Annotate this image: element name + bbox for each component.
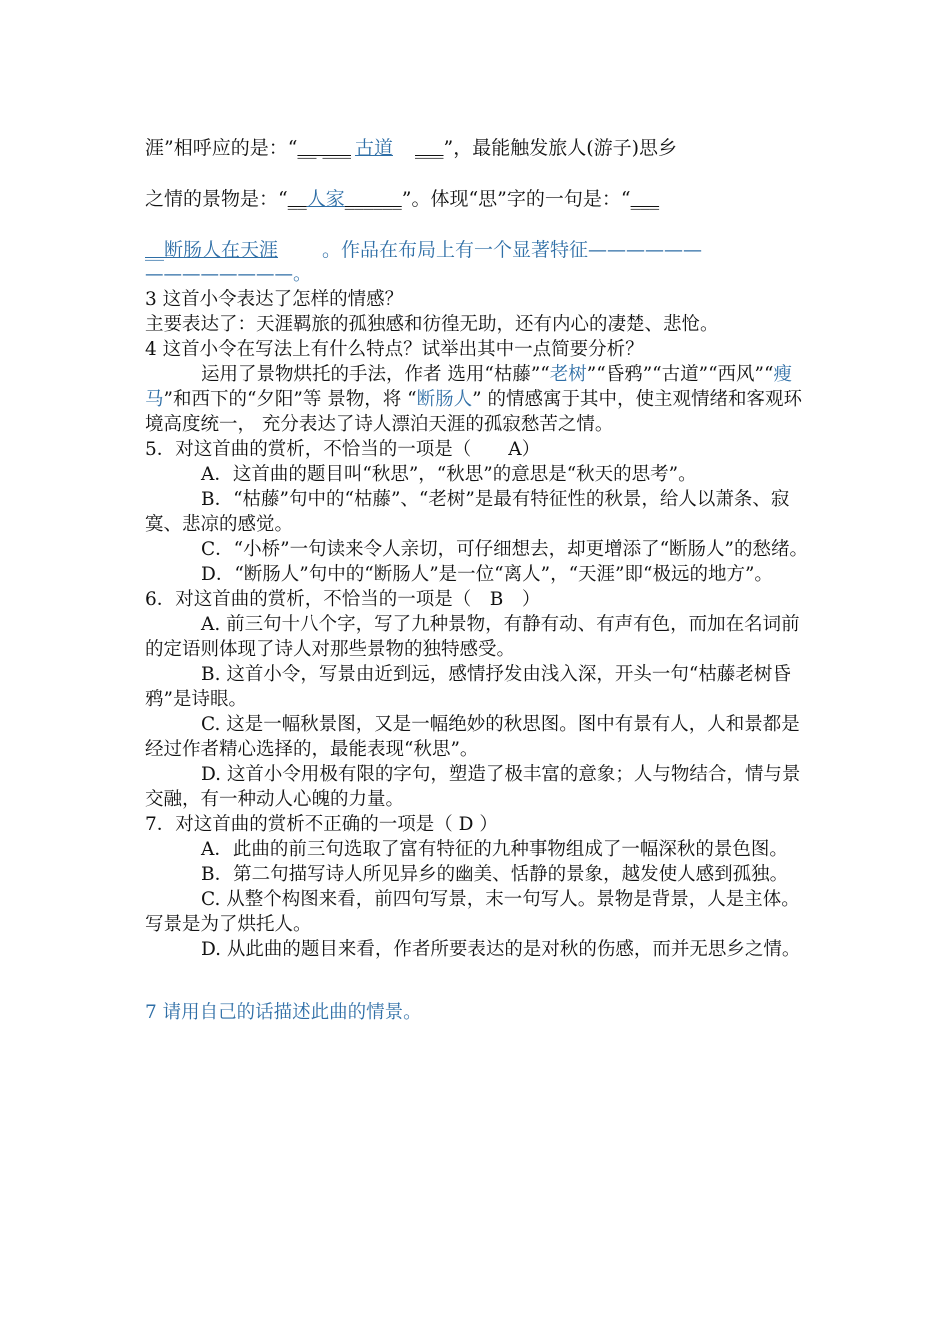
fill-text: 涯”相呼应的是：“ (145, 137, 298, 159)
option-d: D. 从此曲的题目来看，作者所要表达的是对秋的伤感，而并无思乡之情。 (201, 939, 801, 960)
option-c: C．“小桥”一句读来令人亲切，可仔细想去，却更增添了“断肠人”的愁绪。 (201, 539, 808, 560)
fill-text: ”，最能触发旅人(游子)思乡 (443, 137, 678, 159)
option-a: A．此曲的前三句选取了富有特征的九种事物组成了一幅深秋的景色图。 (201, 839, 788, 860)
question-4 (145, 337, 810, 437)
option-b: B．第二句描写诗人所见异乡的幽美、恬静的景象，越发使人感到孤独。 (201, 864, 789, 885)
fill-text: 。作品在布局上有一个显著特征—————— (322, 239, 703, 261)
document-page (145, 0, 810, 1025)
highlight-text: 老树 (549, 364, 587, 385)
question-stem: 6．对这首曲的赏析，不恰当的一项是（ B ） (145, 589, 541, 610)
question-text: 4 这首小令在写法上有什么特点？试举出其中一点简要分析？ (145, 339, 644, 360)
blank-line: __ ___ (297, 137, 351, 159)
blank-line: ___ (415, 137, 444, 159)
question-stem: 5．对这首曲的赏析，不恰当的一项是（ A） (145, 439, 541, 460)
option-b: B．“枯藤”句中的“枯藤”、“老树”是最有特征性的秋景，给人以萧条、寂寞、悲凉的感觉。 (145, 489, 790, 535)
blank-line: __ (287, 188, 307, 210)
option-b: B. 这首小令，写景由近到远，感情抒发由浅入深，开头一句“枯藤老树昏鸦”是诗眼。 (145, 664, 791, 710)
fill-in-paragraph (145, 123, 810, 276)
option-c: C. 这是一幅秋景图，又是一幅绝妙的秋思图。图中有景有人，人和景都是经过作者精心选择的，最能表现“秋思”。 (145, 714, 800, 760)
fill-text: ”。体现“思”字的一句是：“ (401, 188, 631, 210)
question-text: 3 这首小令表达了怎样的情感？ (145, 289, 404, 310)
highlight-text: 断肠人 (416, 389, 473, 410)
blank-line: __ (145, 239, 164, 261)
highlight-text: 瘦马 (145, 364, 792, 410)
fill-text: 之情的景物是：“ (145, 188, 288, 210)
question-6 (145, 587, 810, 812)
question-text: 7 请用自己的话描述此曲的情景。 (145, 1002, 422, 1023)
blank-line: ______ (344, 188, 402, 210)
option-d: D．“断肠人”句中的“断肠人”是一位“离人”，“天涯”即“极远的地方”。 (201, 564, 773, 585)
question-7-describe (145, 1000, 810, 1025)
blank-answer: 古道 (354, 137, 393, 159)
question-stem: 7．对这首曲的赏析不正确的一项是（ D ） (145, 814, 498, 835)
option-c: C. 从整个构图来看，前四句写景，末一句写人。景物是背景，人是主体。写景是为了烘托人。 (145, 889, 800, 935)
blank-answer: 人家 (306, 188, 345, 210)
answer-text: 主要表达了：天涯羁旅的孤独感和彷徨无助，还有内心的凄楚、悲怆。 (145, 314, 719, 335)
question-7 (145, 812, 810, 962)
option-d: D. 这首小令用极有限的字句，塑造了极丰富的意象；人与物结合，情与景交融，有一种动人心魄的力量。 (145, 764, 801, 810)
option-a: A. 前三句十八个字，写了九种景物，有静有动、有声有色，而加在名词前的定语则体现了诗人对那些景物的独特感受。 (145, 614, 800, 660)
blank-line: ___ (630, 188, 660, 210)
question-5 (145, 437, 810, 587)
blank-answer: 断肠人在天涯 (164, 239, 279, 261)
fill-text: ————————。 (145, 264, 312, 285)
option-a: A．这首曲的题目叫“秋思”，“秋思”的意思是“秋天的思考”。 (201, 464, 697, 485)
answer-text: 运用了景物烘托的手法，作者 选用“枯藤”“老树”“昏鸦”“古道”“西风”“瘦马”和西下的“夕阳”等 景物，将 “断肠人” 的情感寓于其中，使主观情绪和客观环境高度统一， 充分表达了诗人漂泊天涯的孤寂愁苦之情。 (145, 364, 802, 435)
question-3 (145, 287, 810, 337)
